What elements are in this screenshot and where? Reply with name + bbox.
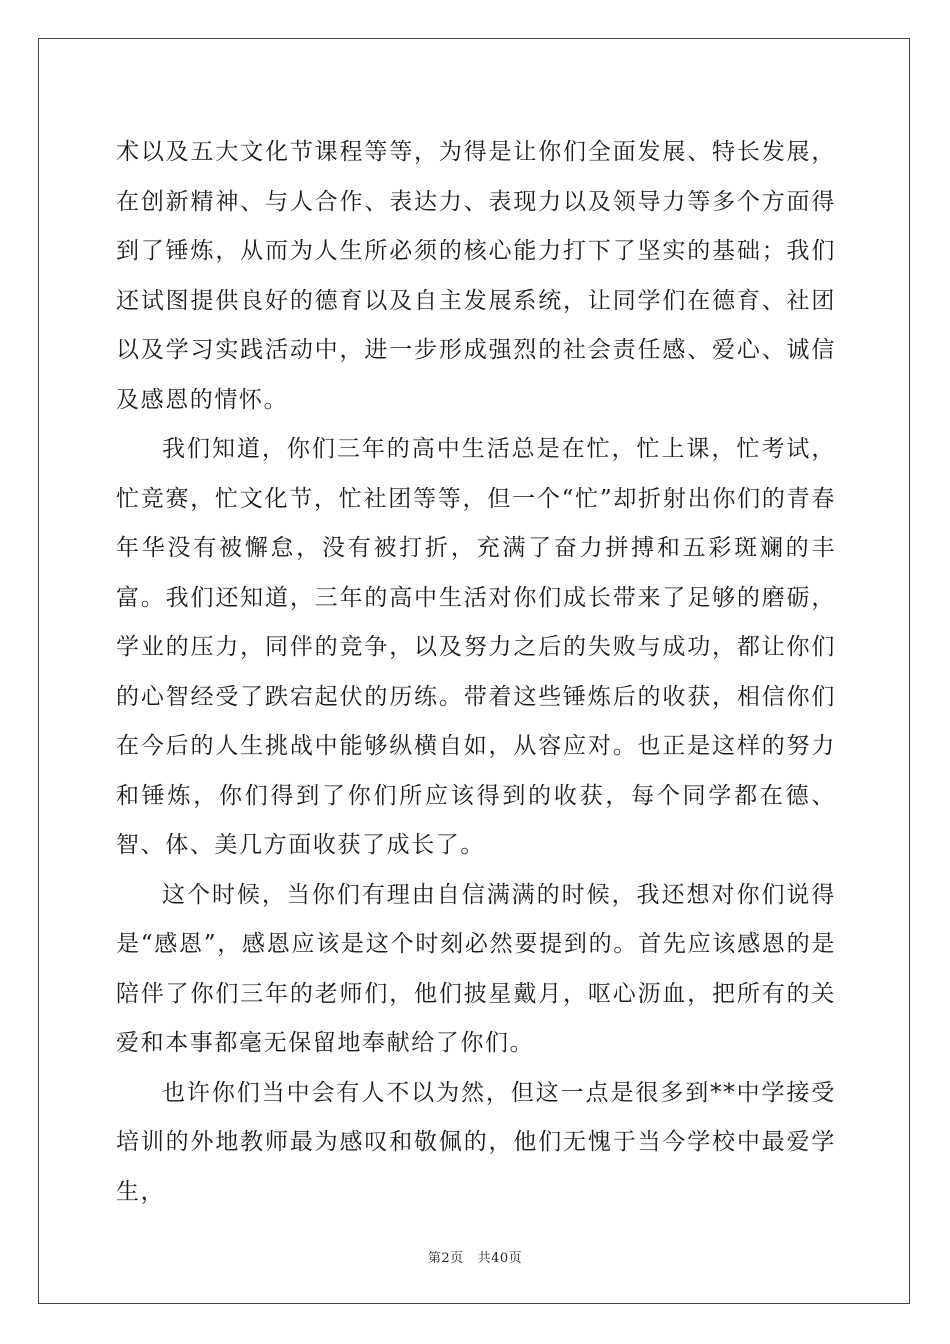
paragraph-1: 术以及五大文化节课程等等，为得是让你们全面发展、特长发展，在创新精神、与人合作、表达力、表现力以及领导力等多个方面得到了锤炼，从而为人生所必须的核心能力打下了坚实的基础；我们还试图提供良好的德育以及自主发展系统，让同学们在德育、社团以及学习实践活动中，进一步形成强烈的社会责任感、爱心、诚信及感恩的情怀。 (116, 139, 836, 413)
page-total: 共40页 (477, 1251, 523, 1266)
paragraph-2: 我们知道，你们三年的高中生活总是在忙，忙上课，忙考试，忙竞赛，忙文化节，忙社团等等，但一个“忙”却折射出你们的青春年华没有被懈怠，没有被打折，充满了奋力拼搏和五彩斑斓的丰富。我们还知道，三年的高中生活对你们成长带来了足够的磨砺，学业的压力，同伴的竞争，以及努力之后的失败与成功，都让你们的心智经受了跌宕起伏的历练。带着这些锤炼后的收获，相信你们在今后的人生挑战中能够纵横自如，从容应对。也正是这样的努力和锤炼，你们得到了你们所应该得到的收获，每个同学都在德、智、体、美几方面收获了成长了。 (116, 436, 836, 858)
paragraph-4: 也许你们当中会有人不以为然，但这一点是很多到**中学接受培训的外地教师最为感叹和敬佩的，他们无愧于当今学校中最爱学生， (116, 1079, 836, 1205)
page-number: 第2页 (427, 1251, 464, 1266)
document-body (116, 128, 836, 1217)
paragraph-3: 这个时候，当你们有理由自信满满的时候，我还想对你们说得是“感恩”，感恩应该是这个时刻必然要提到的。首先应该感恩的是陪伴了你们三年的老师们，他们披星戴月，呕心沥血，把所有的关爱和本事都毫无保留地奉献给了你们。 (116, 881, 836, 1056)
page-footer (0, 1247, 950, 1266)
